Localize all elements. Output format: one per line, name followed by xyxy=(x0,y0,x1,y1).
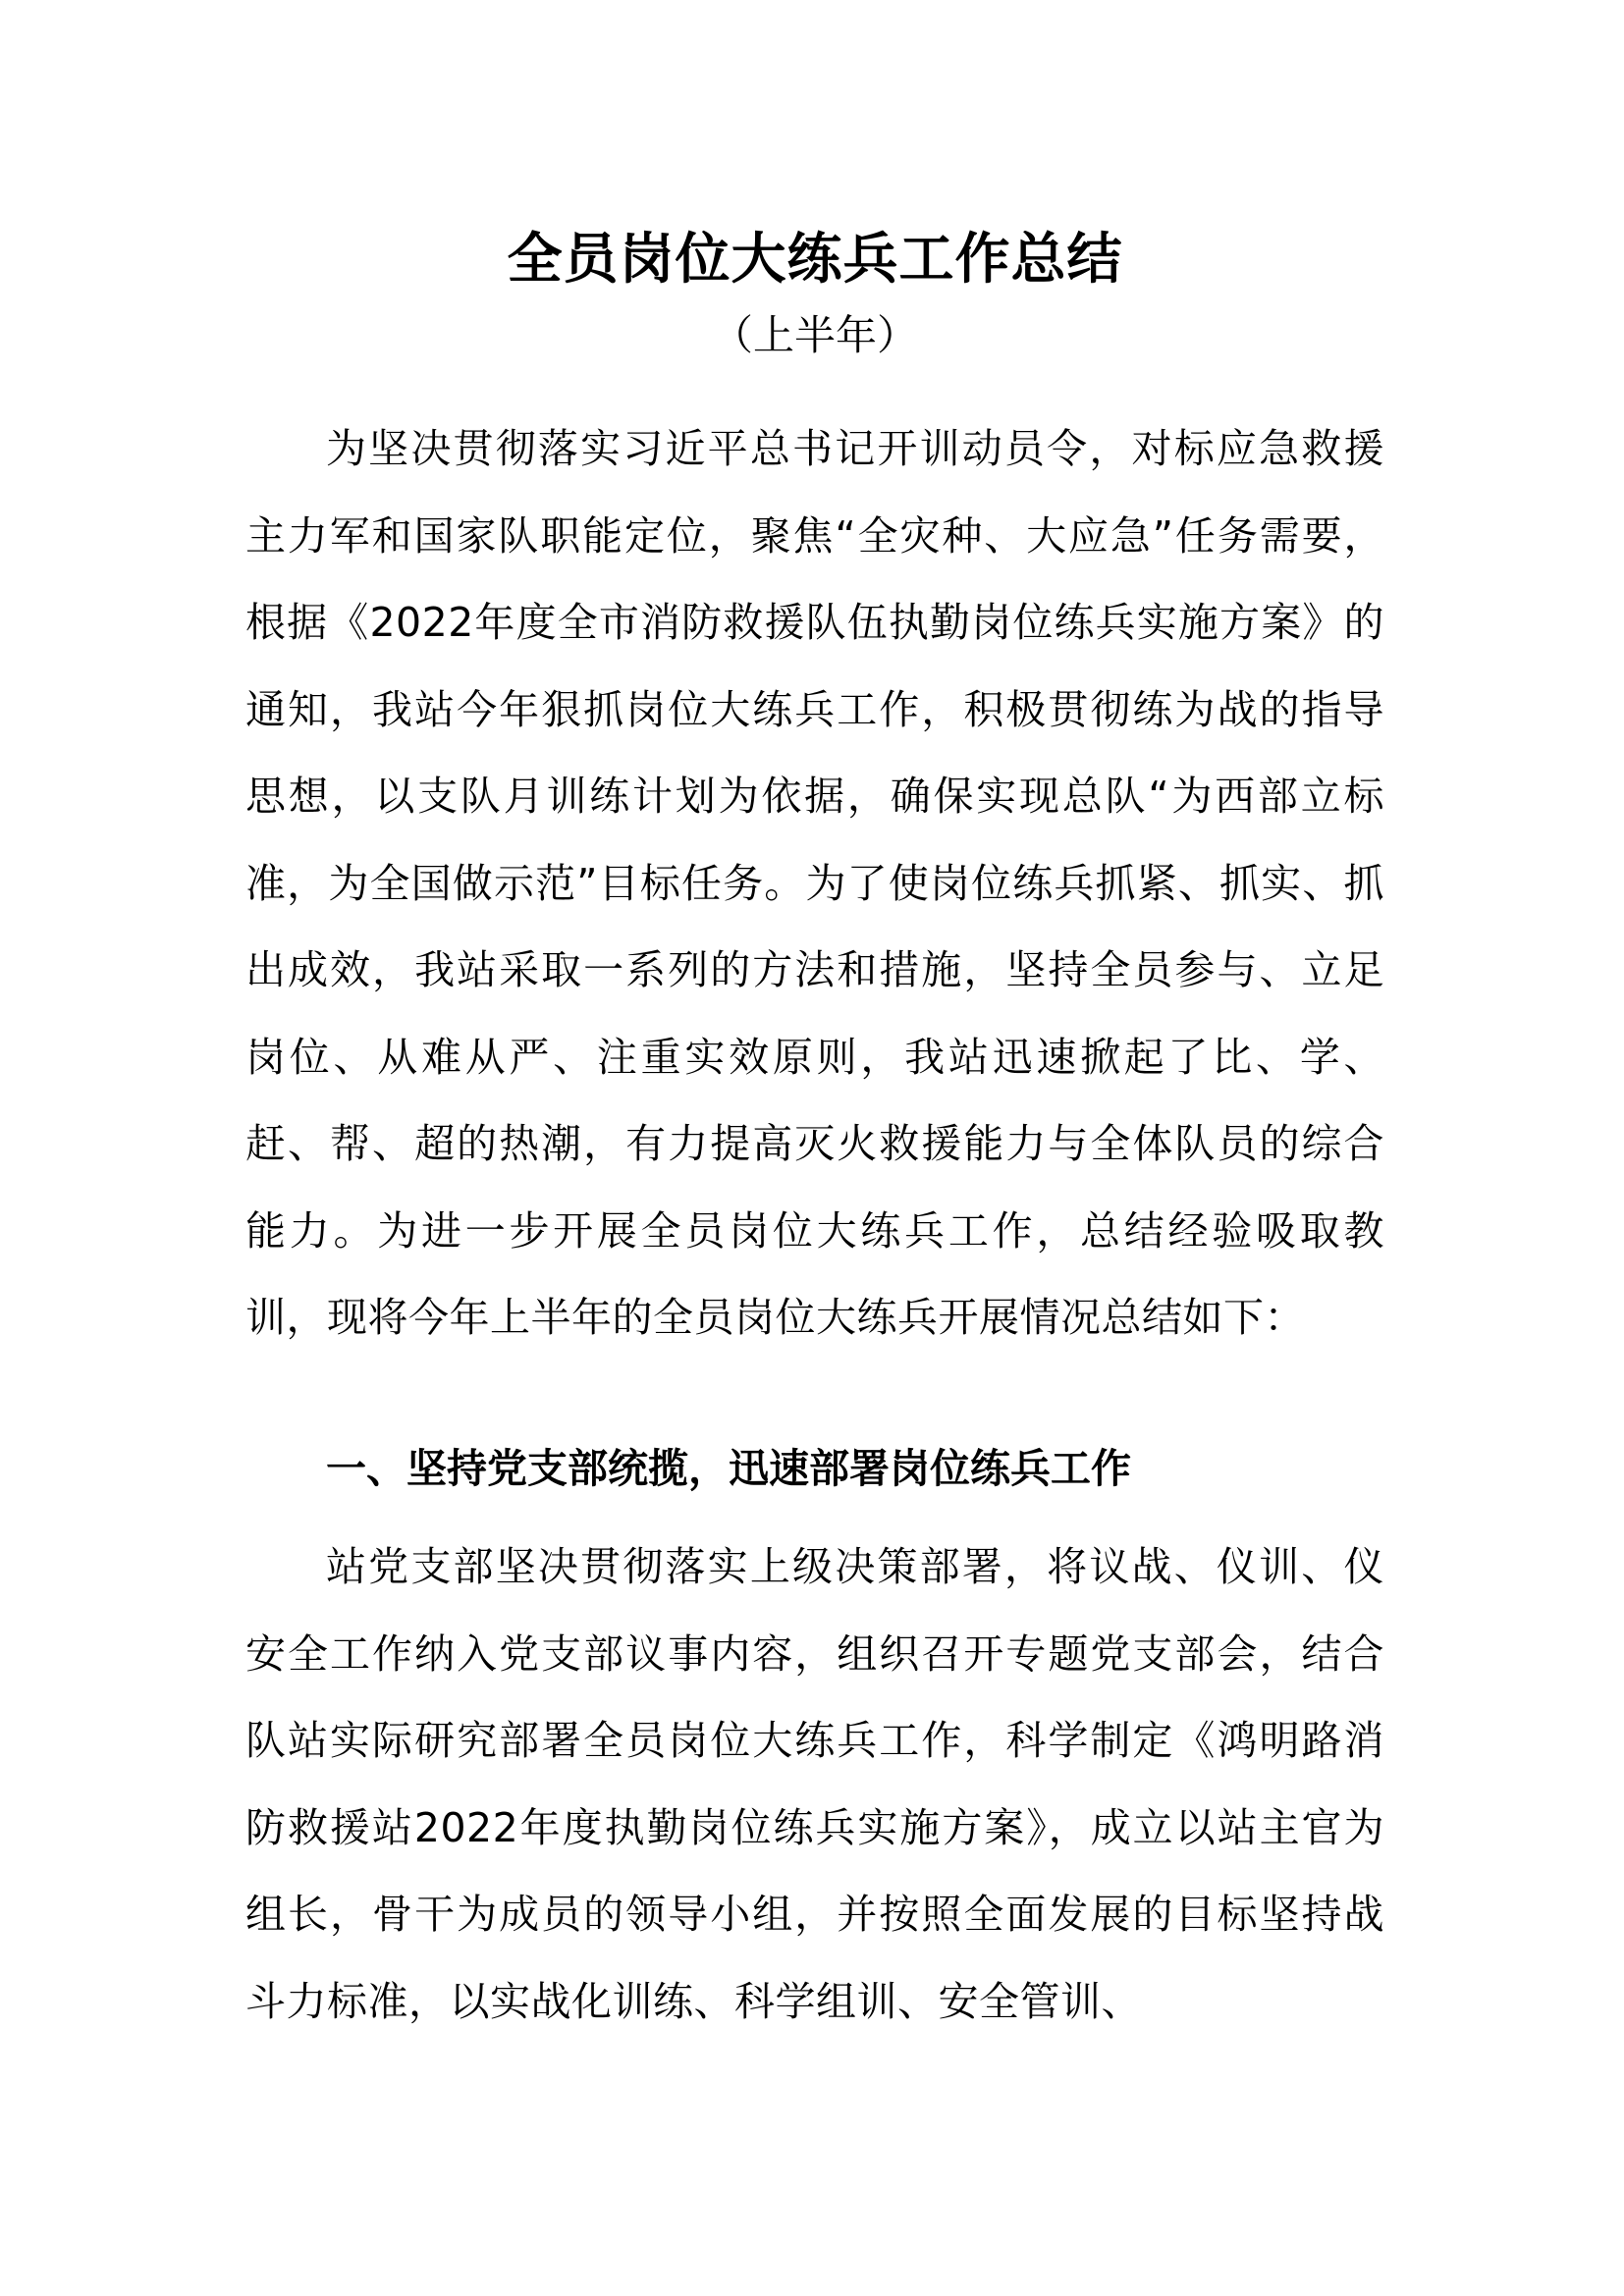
section-1-paragraph: 站党支部坚决贯彻落实上级决策部署，将议战、仪训、仪安全工作纳入党支部议事内容，组织召开专题党支部会，结合队站实际研究部署全员岗位大练兵工作，科学制定《鸿明路消防救援站2022年度执勤岗位练兵实施方案》，成立以站主官为组长，骨干为成员的领导小组，并按照全面发展的目标坚持战斗力标准，以实战化训练、科学组训、安全管训、 xyxy=(245,1543,1384,2025)
document-title: 全员岗位大练兵工作总结 xyxy=(507,228,1123,292)
section-heading-1: 一、坚持党支部统揽，迅速部署岗位练兵工作 xyxy=(326,1445,1131,1492)
intro-paragraph: 为坚决贯彻落实习近平总书记开训动员令，对标应急救援主力军和国家队职能定位，聚焦“全灾种、大应急”任务需要，根据《2022年度全市消防救援队伍执勤岗位练兵实施方案》的通知，我站今年狠抓岗位大练兵工作，积极贯彻练为战的指导思想，以支队月训练计划为依据，确保实现总队“为西部立标准，为全国做示范”目标任务。为了使岗位练兵抓紧、抓实、抓出成效，我站采取一系列的方法和措施，坚持全员参与、立足岗位、从难从严、注重实效原则，我站迅速掀起了比、学、赶、帮、超的热潮，有力提高灭火救援能力与全体队员的综合能力。为进一步开展全员岗位大练兵工作，总结经验吸取教训，现将今年上半年的全员岗位大练兵开展情况总结如下： xyxy=(245,425,1384,1341)
document-subtitle: （上半年） xyxy=(711,311,918,359)
